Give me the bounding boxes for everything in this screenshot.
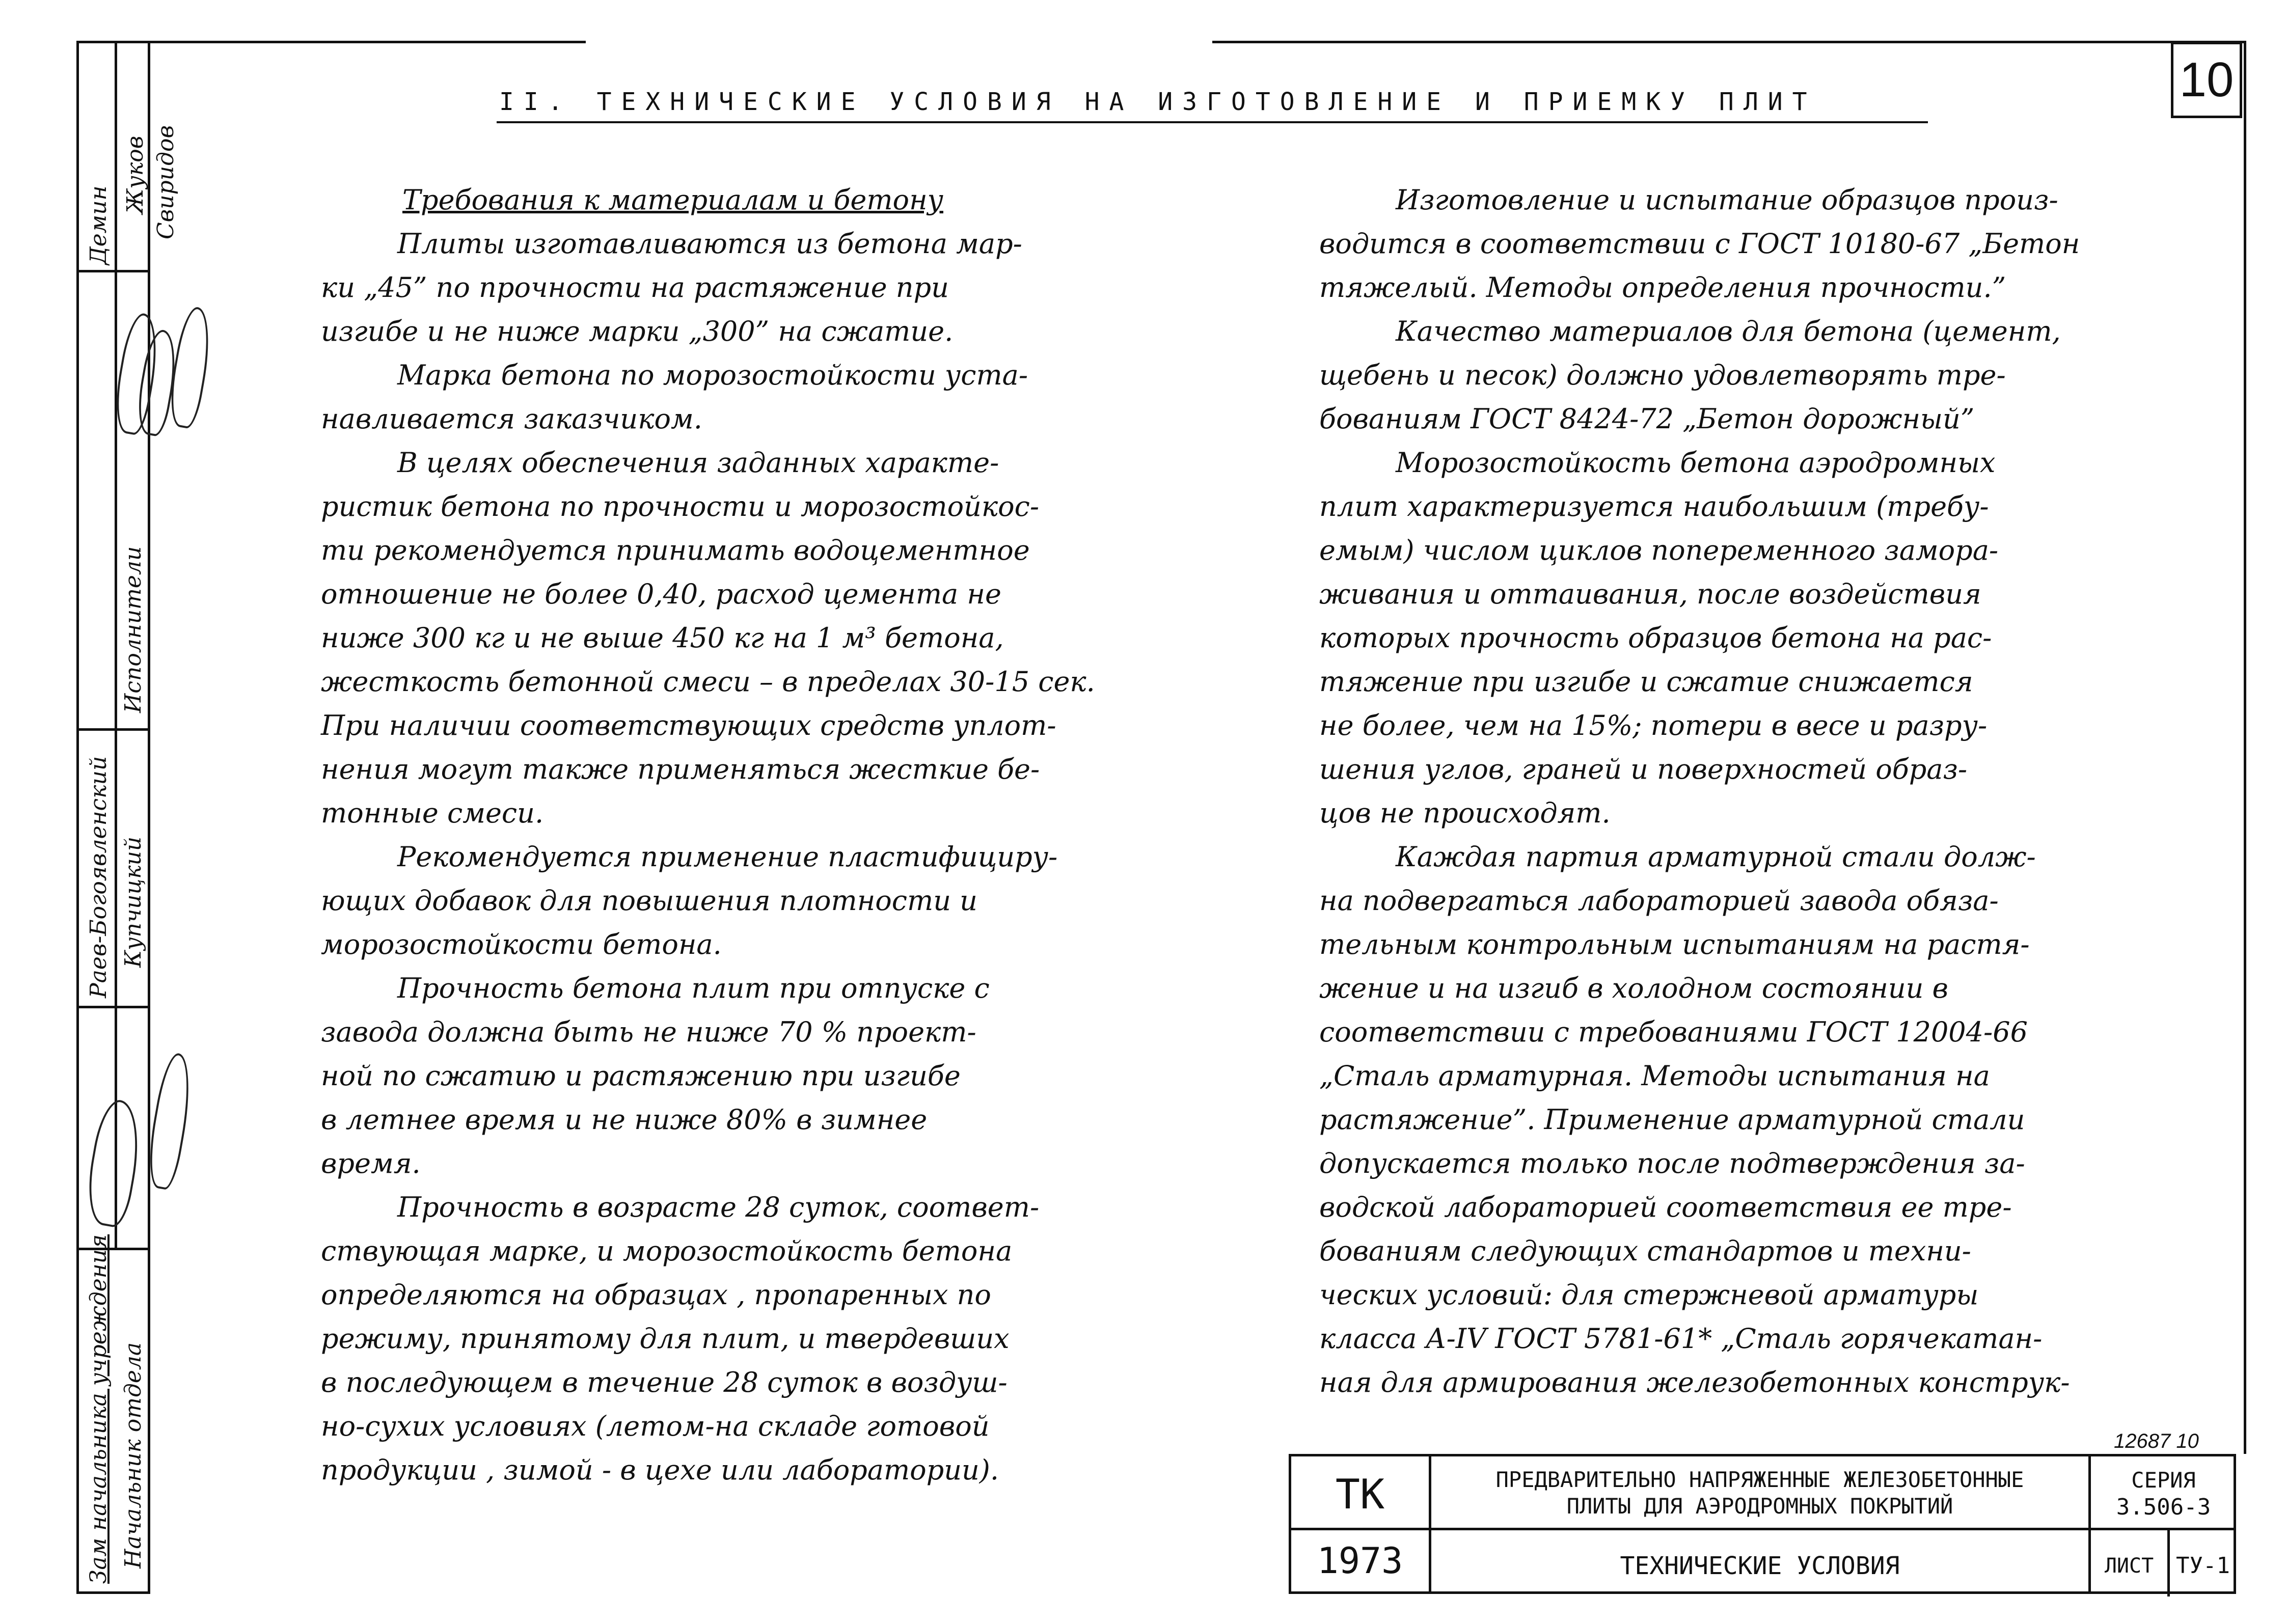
text-line: ющих добавок для повышения плотности и <box>321 885 977 917</box>
text-line: в последующем в течение 28 суток в воздуш- <box>321 1366 1008 1398</box>
signature-raev <box>81 1097 147 1229</box>
page-title: II. ТЕХНИЧЕСКИЕ УСЛОВИЯ НА ИЗГОТОВЛЕНИЕ И ПРИЕМКУ ПЛИТ <box>499 88 1817 116</box>
text-line: растяжение”. Применение арматурной стали <box>1319 1104 2025 1136</box>
text-line: ти рекомендуется принимать водоцементное <box>321 534 1030 566</box>
stamp-name-sviridov: Свиридов <box>153 125 179 239</box>
text-line: которых прочность образцов бетона на рас- <box>1319 622 1992 654</box>
stamp-role-dept-head: Начальник отдела <box>120 1342 146 1568</box>
text-line: завода должна быть не ниже 70 % проект- <box>321 1016 976 1048</box>
text-line: продукции , зимой - в цехе или лаборатории). <box>321 1454 999 1486</box>
text-line: Марка бетона по морозостойкости уста- <box>397 359 1028 391</box>
text-line: жесткость бетонной смеси – в пределах 30-15 сек. <box>321 666 1095 698</box>
text-line: ная для армирования железобетонных конструк- <box>1319 1366 2070 1398</box>
text-line: шения углов, граней и поверхностей образ- <box>1319 753 1968 785</box>
reference-number: 12687 10 <box>2114 1430 2199 1452</box>
text-line: навливается заказчиком. <box>321 403 702 435</box>
title-block-code: ТК <box>1335 1471 1385 1518</box>
text-line: бованиям следующих стандартов и техни- <box>1319 1235 1971 1267</box>
text-line: „Сталь арматурная. Методы испытания на <box>1319 1060 1990 1092</box>
text-line: емым) числом циклов попеременного замора- <box>1319 534 1999 566</box>
text-line: ной по сжатию и растяжению при изгибе <box>321 1060 961 1092</box>
text-line: изгибе и не ниже марки „300” на сжатие. <box>321 315 954 347</box>
text-line: При наличии соответствующих средств уплот- <box>321 709 1056 741</box>
text-line: ствующая марке, и морозостойкость бетона <box>321 1235 1013 1267</box>
text-line: время. <box>321 1147 421 1179</box>
stamp-name-kupchitsky: Купчицкий <box>120 836 146 968</box>
text-line: но-сухих условиях (летом-на складе готовой <box>321 1410 990 1442</box>
title-block-project-line2: ПЛИТЫ ДЛЯ АЭРОДРОМНЫХ ПОКРЫТИЙ <box>1566 1494 1953 1519</box>
title-block-sheet-title: ТЕХНИЧЕСКИЕ УСЛОВИЯ <box>1620 1552 1900 1580</box>
text-line: ческих условий: для стержневой арматуры <box>1319 1279 1979 1311</box>
text-line: Плиты изготавливаются из бетона мар- <box>397 228 1022 260</box>
text-line: не более, чем на 15%; потери в весе и разру- <box>1319 709 1988 741</box>
series-value: 3.506-3 <box>2116 1494 2211 1520</box>
frame-right <box>2244 41 2246 1454</box>
stamp-role-deputy-head: Зам начальника учреждения <box>86 1234 112 1584</box>
title-block-year: 1973 <box>1317 1540 1403 1582</box>
series-label: СЕРИЯ <box>2131 1468 2196 1493</box>
text-line: на подвергаться лабораторией завода обяза- <box>1319 885 1999 917</box>
text-line: нения могут также применяться жесткие бе- <box>321 753 1040 785</box>
text-line: Изготовление и испытание образцов произ- <box>1396 184 2058 216</box>
text-line: щебень и песок) должно удовлетворять тре- <box>1319 359 2006 391</box>
title-block-project-line1: ПРЕДВАРИТЕЛЬНО НАПРЯЖЕННЫЕ ЖЕЛЕЗОБЕТОННЫЕ <box>1495 1467 2024 1492</box>
sheet-value: ТУ-1 <box>2176 1553 2230 1579</box>
text-line: Каждая партия арматурной стали долж- <box>1396 841 2036 873</box>
text-line: класса А-IV ГОСТ 5781-61* „Сталь горячекатан- <box>1319 1323 2043 1355</box>
text-line: ниже 300 кг и не выше 450 кг на 1 м³ бетона, <box>321 622 1004 654</box>
left-text-column <box>316 178 1095 1492</box>
frame-top-right <box>1212 41 2246 43</box>
text-line: ки „45” по прочности на растяжение при <box>321 271 949 304</box>
text-line: живания и оттаивания, после воздействия <box>1319 578 1981 610</box>
stamp-role-executors: Исполнители <box>120 546 146 713</box>
right-text-column <box>1314 178 2080 1405</box>
text-line: Качество материалов для бетона (цемент, <box>1396 315 2061 347</box>
text-line: ристик бетона по прочности и морозостойкос- <box>321 490 1040 522</box>
text-line: Прочность бетона плит при отпуске с <box>397 972 990 1004</box>
section-heading: Требования к материалам и бетону <box>402 184 943 216</box>
text-line: допускается только после подтверждения за- <box>1319 1147 2025 1179</box>
text-line: тонные смеси. <box>321 797 544 829</box>
frame-top-left <box>76 41 586 43</box>
text-line: определяются на образцах , пропаренных по <box>321 1279 991 1311</box>
stamp-name-demin: Демин <box>86 185 112 265</box>
text-line: соответствии с требованиями ГОСТ 12004-66 <box>1319 1016 2028 1048</box>
stamp-name-zhukov: Жуков <box>122 135 148 214</box>
text-line: Прочность в возрасте 28 суток, соответ- <box>397 1191 1040 1223</box>
text-line: плит характеризуется наибольшим (требу- <box>1319 490 1989 522</box>
title-underline <box>497 121 1928 123</box>
sheet-label: ЛИСТ <box>2104 1554 2154 1578</box>
text-line: тяжение при изгибе и сжатие снижается <box>1319 666 1973 698</box>
stamp-name-raev: Раев-Богоявленский <box>86 756 112 998</box>
text-line: отношение не более 0,40, расход цемента не <box>321 578 1001 610</box>
text-line: цов не происходят. <box>1319 797 1611 829</box>
text-line: водится в соответствии с ГОСТ 10180-67 „Бетон <box>1319 228 2080 260</box>
text-line: водской лабораторией соответствия ее тре- <box>1319 1191 2012 1223</box>
frame-left <box>148 41 150 1594</box>
text-line: Морозостойкость бетона аэродромных <box>1396 447 1996 479</box>
signature-kupchitsky <box>143 1051 198 1191</box>
text-line: морозостойкости бетона. <box>321 928 722 960</box>
text-line: режиму, принятому для плит, и твердевших <box>321 1323 1010 1355</box>
text-line: В целях обеспечения заданных характе- <box>397 447 999 479</box>
sheet-number: 10 <box>2171 42 2242 118</box>
text-line: в летнее время и не ниже 80% в зимнее <box>321 1104 928 1136</box>
text-line: тяжелый. Методы определения прочности.” <box>1319 271 2006 304</box>
text-line: бованиям ГОСТ 8424-72 „Бетон дорожный” <box>1319 403 1975 435</box>
title-block <box>1289 1454 2236 1594</box>
text-line: Рекомендуется применение пластифициру- <box>397 841 1058 873</box>
text-line: жение и на изгиб в холодном состоянии в <box>1319 972 1948 1004</box>
text-line: тельным контрольным испытаниям на растя- <box>1319 928 2030 960</box>
